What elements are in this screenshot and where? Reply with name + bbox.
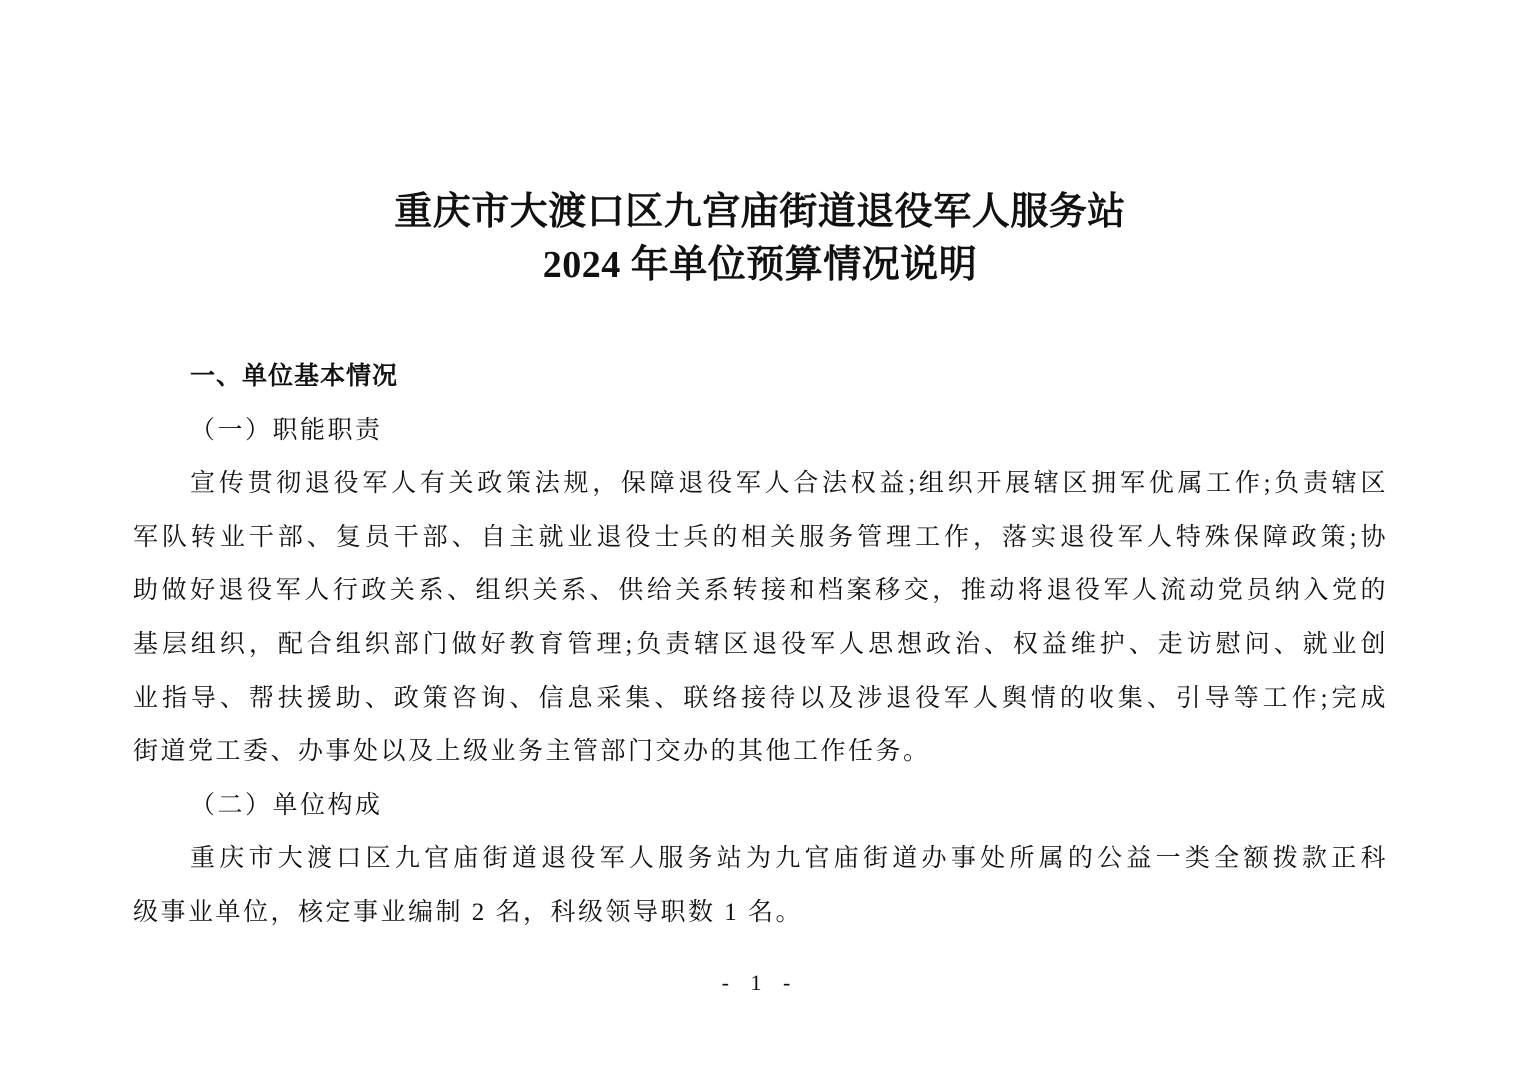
paragraph-line: 宣传贯彻退役军人有关政策法规，保障退役军人合法权益;组织开展辖区拥军优属工作;负责辖区 — [190, 470, 1388, 498]
subsection-heading-composition: （二）单位构成 — [190, 791, 383, 819]
paragraph-line: 军队转业干部、复员干部、自主就业退役士兵的相关服务管理工作，落实退役军人特殊保障政策;协 — [133, 523, 1388, 551]
paragraph-composition — [133, 832, 1388, 939]
title-line-1: 重庆市大渡口区九宫庙街道退役军人服务站 — [394, 191, 1126, 233]
section-heading-basic-info: 一、单位基本情况 — [190, 363, 399, 390]
paragraph-line: 重庆市大渡口区九官庙街道退役军人服务站为九官庙街道办事处所属的公益一类全额拨款正科 — [190, 845, 1388, 873]
subsection-heading-duties: （一）职能职责 — [190, 416, 383, 444]
paragraph-line: 街道党工委、办事处以及上级业务主管部门交办的其他工作任务。 — [133, 738, 931, 766]
title-line-2: 2024 年单位预算情况说明 — [542, 244, 978, 286]
page-number: - 1 - — [721, 970, 799, 995]
paragraph-line: 业指导、帮扶援助、政策咨询、信息采集、联络接待以及涉退役军人舆情的收集、引导等工作;完成 — [133, 684, 1388, 712]
paragraph-line: 基层组织，配合组织部门做好教育管理;负责辖区退役军人思想政治、权益维护、走访慰问、就业创 — [133, 630, 1388, 658]
paragraph-duties — [133, 457, 1388, 779]
paragraph-line: 助做好退役军人行政关系、组织关系、供给关系转接和档案移交，推动将退役军人流动党员纳入党的 — [133, 577, 1388, 605]
paragraph-line: 级事业单位，核定事业编制 2 名，科级领导职数 1 名。 — [133, 898, 804, 926]
document-title — [0, 186, 1520, 292]
document-body — [133, 350, 1388, 940]
